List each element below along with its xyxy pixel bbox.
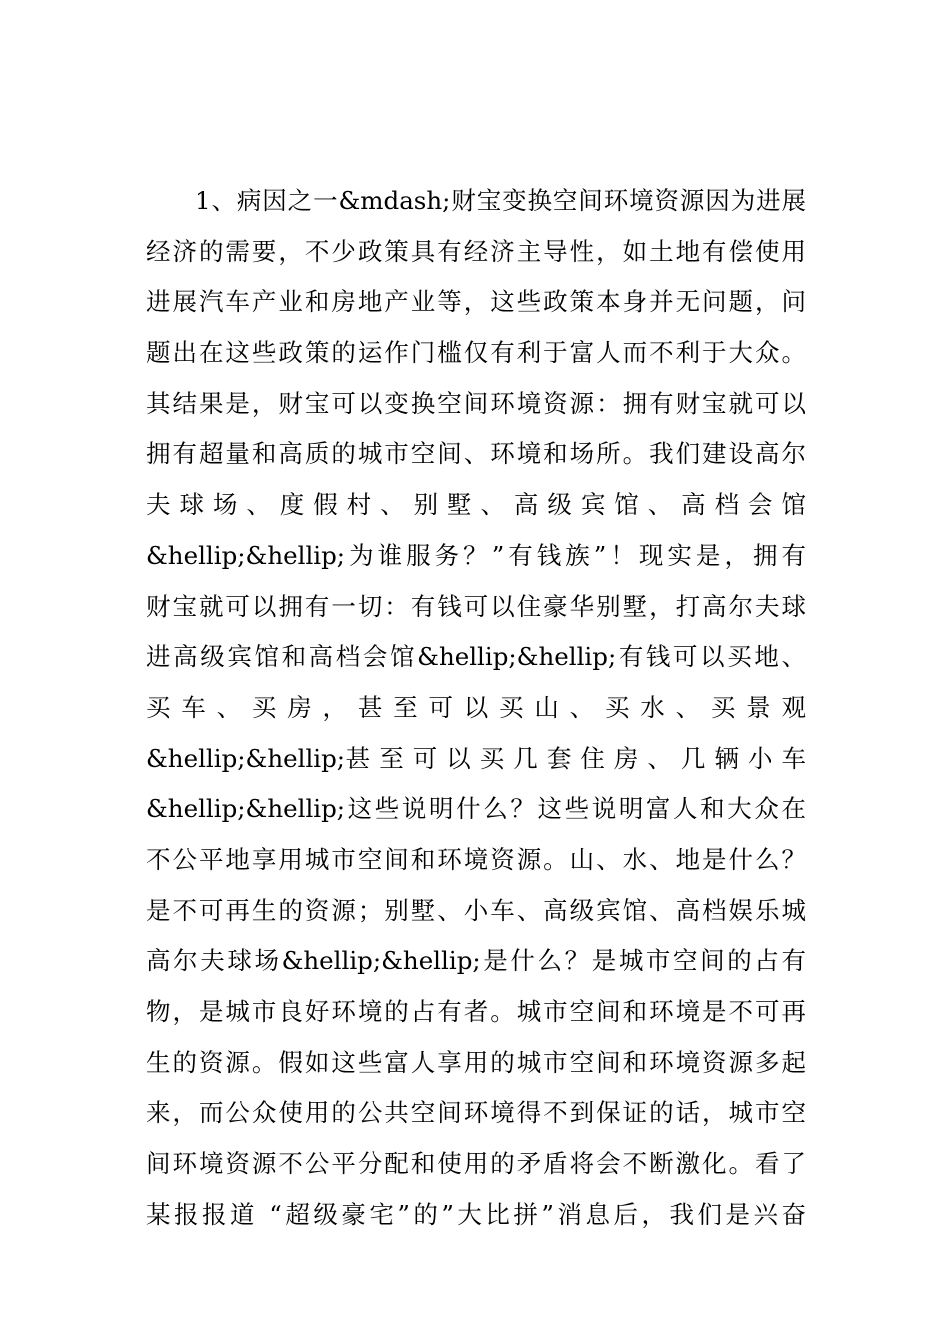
text-line-10: 进高级宾馆和高档会馆&hellip;&hellip;有钱可以买地、 <box>146 642 806 672</box>
text-line-1: 1、病因之一&mdash;财宝变换空间环境资源因为进展 <box>195 186 806 215</box>
text-line-9: 财宝就可以拥有一切：有钱可以住豪华别墅，打高尔夫球 <box>146 591 806 621</box>
text-line-4: 题出在这些政策的运作门槛仅有利于富人而不利于大众。 <box>146 338 806 368</box>
text-line-17: 物，是城市良好环境的占有者。城市空间和环境是不可再 <box>146 997 806 1026</box>
text-line-13: &hellip;&hellip;这些说明什么？这些说明富人和大众在 <box>146 794 806 824</box>
text-line-16: 高尔夫球场&hellip;&hellip;是什么？是城市空间的占有 <box>146 946 806 976</box>
text-line-2: 经济的需要，不少政策具有经济主导性，如土地有偿使用 <box>146 236 806 266</box>
text-line-20: 间环境资源不公平分配和使用的矛盾将会不断激化。看了 <box>146 1149 806 1179</box>
text-line-11: 买 车 、 买 房 ， 甚 至 可 以 买 山 、 买 水 、 买 景 观 <box>146 692 806 722</box>
text-line-14: 不公平地享用城市空间和环境资源。山、水、地是什么？ <box>146 844 806 874</box>
text-line-12: &hellip;&hellip;甚 至 可 以 买 几 套 住 房 、 几 辆 小 车 <box>146 743 806 773</box>
text-line-3: 进展汽车产业和房地产业等，这些政策本身并无问题，问 <box>146 287 806 317</box>
text-line-21: 某报报道 “超级豪宅”的”大比拼”消息后，我们是兴奋 <box>146 1199 806 1229</box>
text-line-7: 夫 球 场 、 度 假 村 、 别 墅 、 高 级 宾 馆 、 高 档 会 馆 <box>146 490 806 520</box>
body-paragraph <box>146 176 806 1240</box>
text-line-8: &hellip;&hellip;为谁服务？”有钱族”！现实是，拥有 <box>146 540 806 570</box>
text-line-15: 是不可再生的资源；别墅、小车、高级宾馆、高档娱乐城 <box>146 895 806 925</box>
text-line-19: 来，而公众使用的公共空间环境得不到保证的话，城市空 <box>146 1098 806 1128</box>
text-line-18: 生的资源。假如这些富人享用的城市空间和环境资源多起 <box>146 1047 806 1077</box>
text-line-5: 其结果是，财宝可以变换空间环境资源：拥有财宝就可以 <box>146 388 806 418</box>
text-line-6: 拥有超量和高质的城市空间、环境和场所。我们建设高尔 <box>146 439 806 469</box>
